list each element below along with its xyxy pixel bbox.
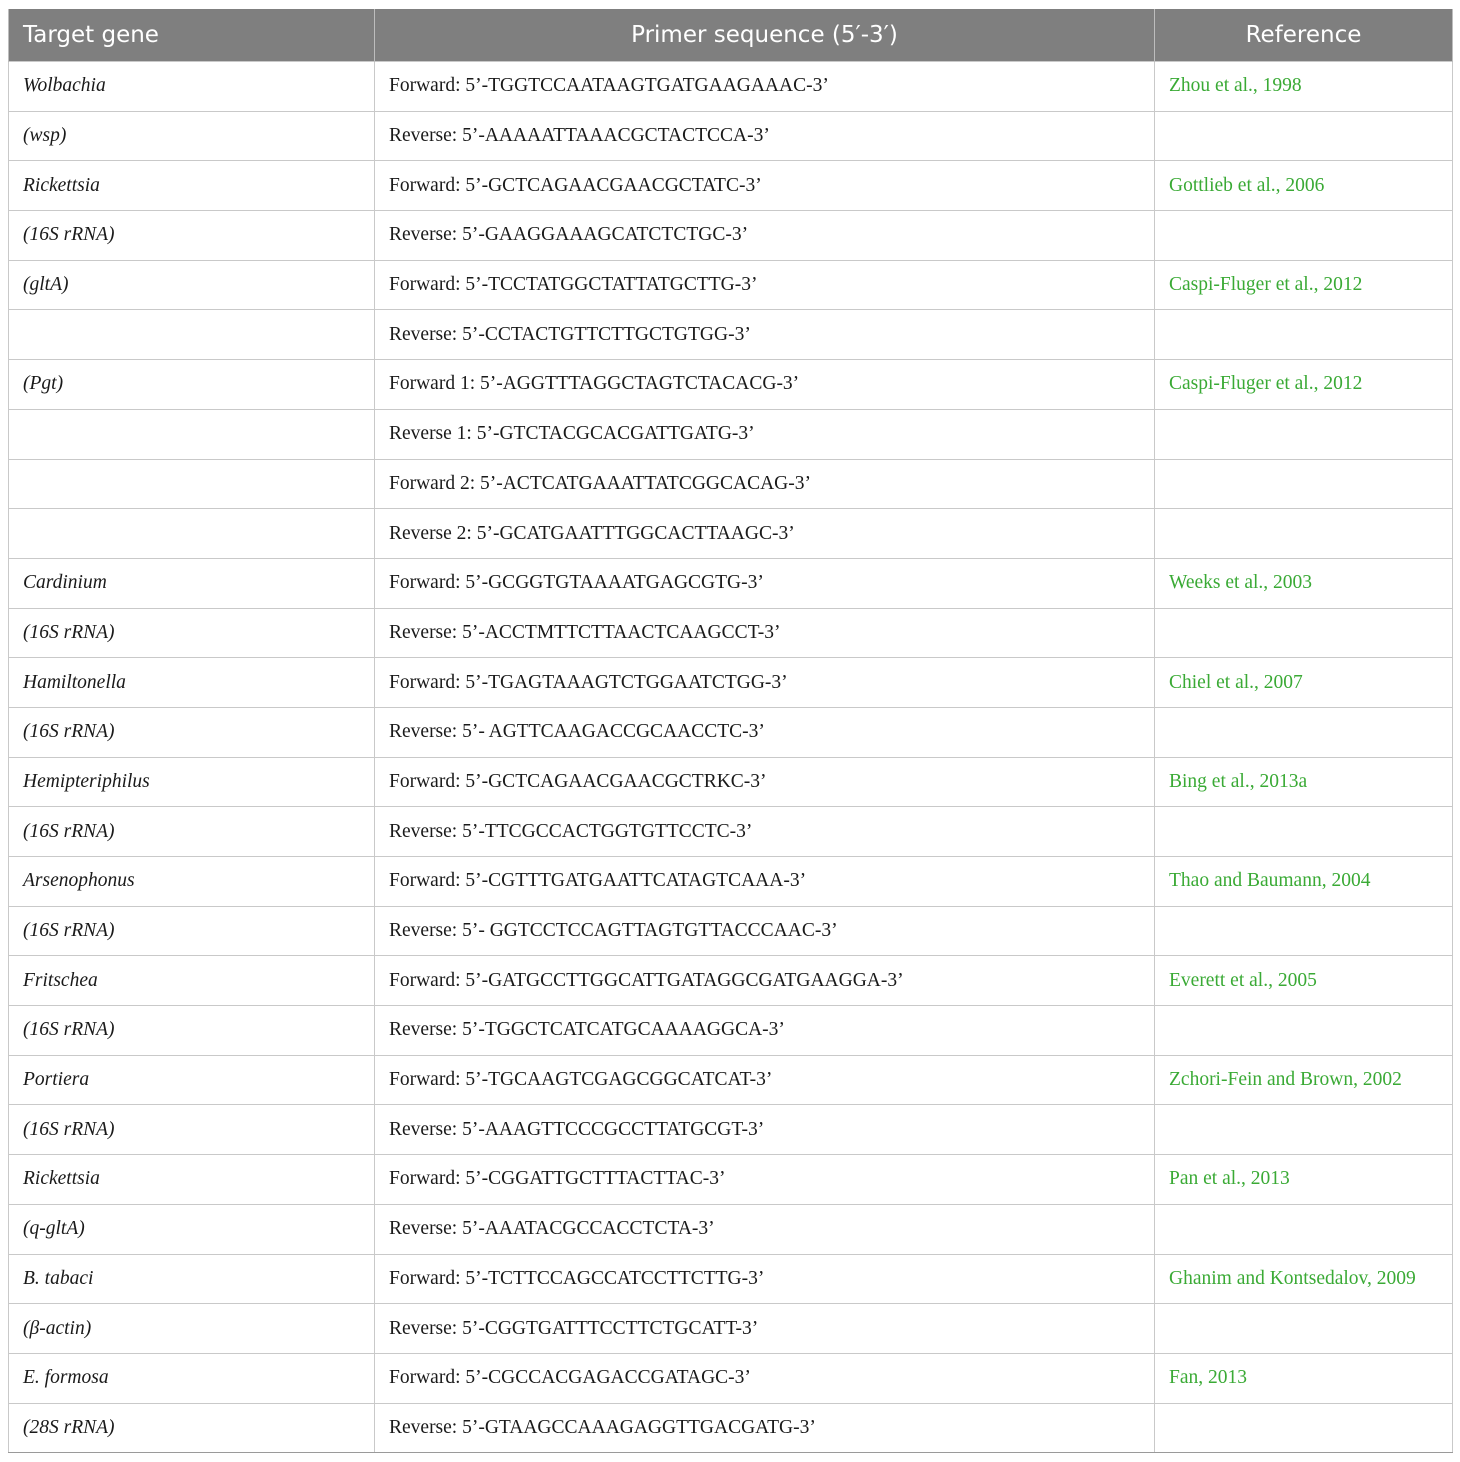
table-header (9, 9, 1453, 62)
target-gene-cell: Arsenophonus (9, 857, 375, 907)
header-primer-sequence: Primer sequence (5′-3′) (375, 9, 1155, 62)
table-row (9, 857, 1453, 907)
table-row (9, 1155, 1453, 1205)
primer-sequence-cell: Reverse: 5’-AAATACGCCACCTCTA-3’ (375, 1204, 1155, 1254)
primer-sequence-cell: Reverse: 5’-AAAAATTAAACGCTACTCCA-3’ (375, 111, 1155, 161)
reference-cell (1155, 807, 1453, 857)
reference-cell (1155, 509, 1453, 559)
reference-cell[interactable]: Gottlieb et al., 2006 (1155, 161, 1453, 211)
target-gene-cell: Fritschea (9, 956, 375, 1006)
reference-cell (1155, 1006, 1453, 1056)
reference-cell[interactable]: Everett et al., 2005 (1155, 956, 1453, 1006)
primer-sequence-cell: Reverse 1: 5’-GTCTACGCACGATTGATG-3’ (375, 409, 1155, 459)
table-row (9, 161, 1453, 211)
primer-table-container (8, 9, 1452, 1453)
primer-sequence-cell: Reverse: 5’- GGTCCTCCAGTTAGTGTTACCCAAC-3’ (375, 906, 1155, 956)
table-row (9, 211, 1453, 261)
reference-cell[interactable]: Thao and Baumann, 2004 (1155, 857, 1453, 907)
target-gene-cell: (q-gltA) (9, 1204, 375, 1254)
table-row (9, 807, 1453, 857)
table-row (9, 1353, 1453, 1403)
primer-sequence-cell: Forward: 5’-GCTCAGAACGAACGCTRKC-3’ (375, 757, 1155, 807)
table-row (9, 459, 1453, 509)
table-row (9, 509, 1453, 559)
header-row (9, 9, 1453, 62)
table-body (9, 62, 1453, 1453)
target-gene-cell (9, 509, 375, 559)
reference-cell[interactable]: Fan, 2013 (1155, 1353, 1453, 1403)
reference-cell (1155, 608, 1453, 658)
table-row (9, 1105, 1453, 1155)
target-gene-cell: Cardinium (9, 558, 375, 608)
reference-cell[interactable]: Chiel et al., 2007 (1155, 658, 1453, 708)
target-gene-cell (9, 459, 375, 509)
primer-sequence-cell: Forward: 5’-CGTTTGATGAATTCATAGTCAAA-3’ (375, 857, 1155, 907)
primer-sequence-cell: Reverse: 5’-GAAGGAAAGCATCTCTGC-3’ (375, 211, 1155, 261)
table-row (9, 260, 1453, 310)
primer-sequence-cell: Forward: 5’-TGCAAGTCGAGCGGCATCAT-3’ (375, 1055, 1155, 1105)
target-gene-cell: (28S rRNA) (9, 1403, 375, 1453)
primer-sequence-cell: Forward 2: 5’-ACTCATGAAATTATCGGCACAG-3’ (375, 459, 1155, 509)
primer-sequence-cell: Forward: 5’-GCGGTGTAAAATGAGCGTG-3’ (375, 558, 1155, 608)
reference-cell (1155, 1204, 1453, 1254)
table-row (9, 658, 1453, 708)
reference-cell (1155, 1105, 1453, 1155)
reference-cell (1155, 111, 1453, 161)
table-row (9, 757, 1453, 807)
reference-cell[interactable]: Weeks et al., 2003 (1155, 558, 1453, 608)
primer-sequence-cell: Reverse: 5’-CCTACTGTTCTTGCTGTGG-3’ (375, 310, 1155, 360)
table-row (9, 608, 1453, 658)
primer-sequence-cell: Forward: 5’-TGGTCCAATAAGTGATGAAGAAAC-3’ (375, 62, 1155, 112)
table-row (9, 1304, 1453, 1354)
primer-sequence-cell: Forward 1: 5’-AGGTTTAGGCTAGTCTACACG-3’ (375, 360, 1155, 410)
reference-cell[interactable]: Caspi-Fluger et al., 2012 (1155, 360, 1453, 410)
reference-cell[interactable]: Caspi-Fluger et al., 2012 (1155, 260, 1453, 310)
target-gene-cell (9, 310, 375, 360)
target-gene-cell: B. tabaci (9, 1254, 375, 1304)
target-gene-cell: Rickettsia (9, 161, 375, 211)
table-row (9, 906, 1453, 956)
reference-cell (1155, 310, 1453, 360)
table-row (9, 558, 1453, 608)
primer-table (8, 9, 1453, 1453)
target-gene-cell: Portiera (9, 1055, 375, 1105)
table-row (9, 409, 1453, 459)
reference-cell[interactable]: Ghanim and Kontsedalov, 2009 (1155, 1254, 1453, 1304)
target-gene-cell: (16S rRNA) (9, 1105, 375, 1155)
target-gene-cell (9, 409, 375, 459)
target-gene-cell: Rickettsia (9, 1155, 375, 1205)
table-row (9, 1006, 1453, 1056)
header-reference: Reference (1155, 9, 1453, 62)
target-gene-cell: Hamiltonella (9, 658, 375, 708)
reference-cell[interactable]: Zhou et al., 1998 (1155, 62, 1453, 112)
primer-sequence-cell: Reverse: 5’-CGGTGATTTCCTTCTGCATT-3’ (375, 1304, 1155, 1354)
table-row (9, 1254, 1453, 1304)
reference-cell[interactable]: Zchori-Fein and Brown, 2002 (1155, 1055, 1453, 1105)
primer-sequence-cell: Forward: 5’-CGGATTGCTTTACTTAC-3’ (375, 1155, 1155, 1205)
table-row (9, 310, 1453, 360)
table-row (9, 1403, 1453, 1453)
target-gene-cell: (16S rRNA) (9, 608, 375, 658)
target-gene-cell: (wsp) (9, 111, 375, 161)
primer-sequence-cell: Forward: 5’-GATGCCTTGGCATTGATAGGCGATGAAGGA-3’ (375, 956, 1155, 1006)
table-row (9, 62, 1453, 112)
reference-cell (1155, 707, 1453, 757)
primer-sequence-cell: Reverse 2: 5’-GCATGAATTTGGCACTTAAGC-3’ (375, 509, 1155, 559)
table-row (9, 1055, 1453, 1105)
primer-sequence-cell: Reverse: 5’-TTCGCCACTGGTGTTCCTC-3’ (375, 807, 1155, 857)
target-gene-cell: (16S rRNA) (9, 807, 375, 857)
primer-sequence-cell: Forward: 5’-GCTCAGAACGAACGCTATC-3’ (375, 161, 1155, 211)
reference-cell (1155, 211, 1453, 261)
target-gene-cell: (Pgt) (9, 360, 375, 410)
target-gene-cell: (16S rRNA) (9, 1006, 375, 1056)
table-row (9, 956, 1453, 1006)
target-gene-cell: (16S rRNA) (9, 707, 375, 757)
primer-sequence-cell: Reverse: 5’-TGGCTCATCATGCAAAAGGCA-3’ (375, 1006, 1155, 1056)
primer-sequence-cell: Reverse: 5’-GTAAGCCAAAGAGGTTGACGATG-3’ (375, 1403, 1155, 1453)
header-target-gene: Target gene (9, 9, 375, 62)
reference-cell (1155, 459, 1453, 509)
table-row (9, 707, 1453, 757)
reference-cell (1155, 1403, 1453, 1453)
primer-sequence-cell: Forward: 5’-TGAGTAAAGTCTGGAATCTGG-3’ (375, 658, 1155, 708)
reference-cell (1155, 1304, 1453, 1354)
reference-cell[interactable]: Pan et al., 2013 (1155, 1155, 1453, 1205)
reference-cell (1155, 409, 1453, 459)
target-gene-cell: (16S rRNA) (9, 906, 375, 956)
table-row (9, 1204, 1453, 1254)
primer-sequence-cell: Forward: 5’-CGCCACGAGACCGATAGC-3’ (375, 1353, 1155, 1403)
reference-cell[interactable]: Bing et al., 2013a (1155, 757, 1453, 807)
primer-sequence-cell: Reverse: 5’-AAAGTTCCCGCCTTATGCGT-3’ (375, 1105, 1155, 1155)
target-gene-cell: E. formosa (9, 1353, 375, 1403)
target-gene-cell: (β-actin) (9, 1304, 375, 1354)
reference-cell (1155, 906, 1453, 956)
primer-sequence-cell: Reverse: 5’- AGTTCAAGACCGCAACCTC-3’ (375, 707, 1155, 757)
primer-sequence-cell: Forward: 5’-TCTTCCAGCCATCCTTCTTG-3’ (375, 1254, 1155, 1304)
primer-sequence-cell: Forward: 5’-TCCTATGGCTATTATGCTTG-3’ (375, 260, 1155, 310)
table-row (9, 111, 1453, 161)
primer-sequence-cell: Reverse: 5’-ACCTMTTCTTAACTCAAGCCT-3’ (375, 608, 1155, 658)
target-gene-cell: (gltA) (9, 260, 375, 310)
target-gene-cell: Wolbachia (9, 62, 375, 112)
target-gene-cell: (16S rRNA) (9, 211, 375, 261)
target-gene-cell: Hemipteriphilus (9, 757, 375, 807)
table-row (9, 360, 1453, 410)
